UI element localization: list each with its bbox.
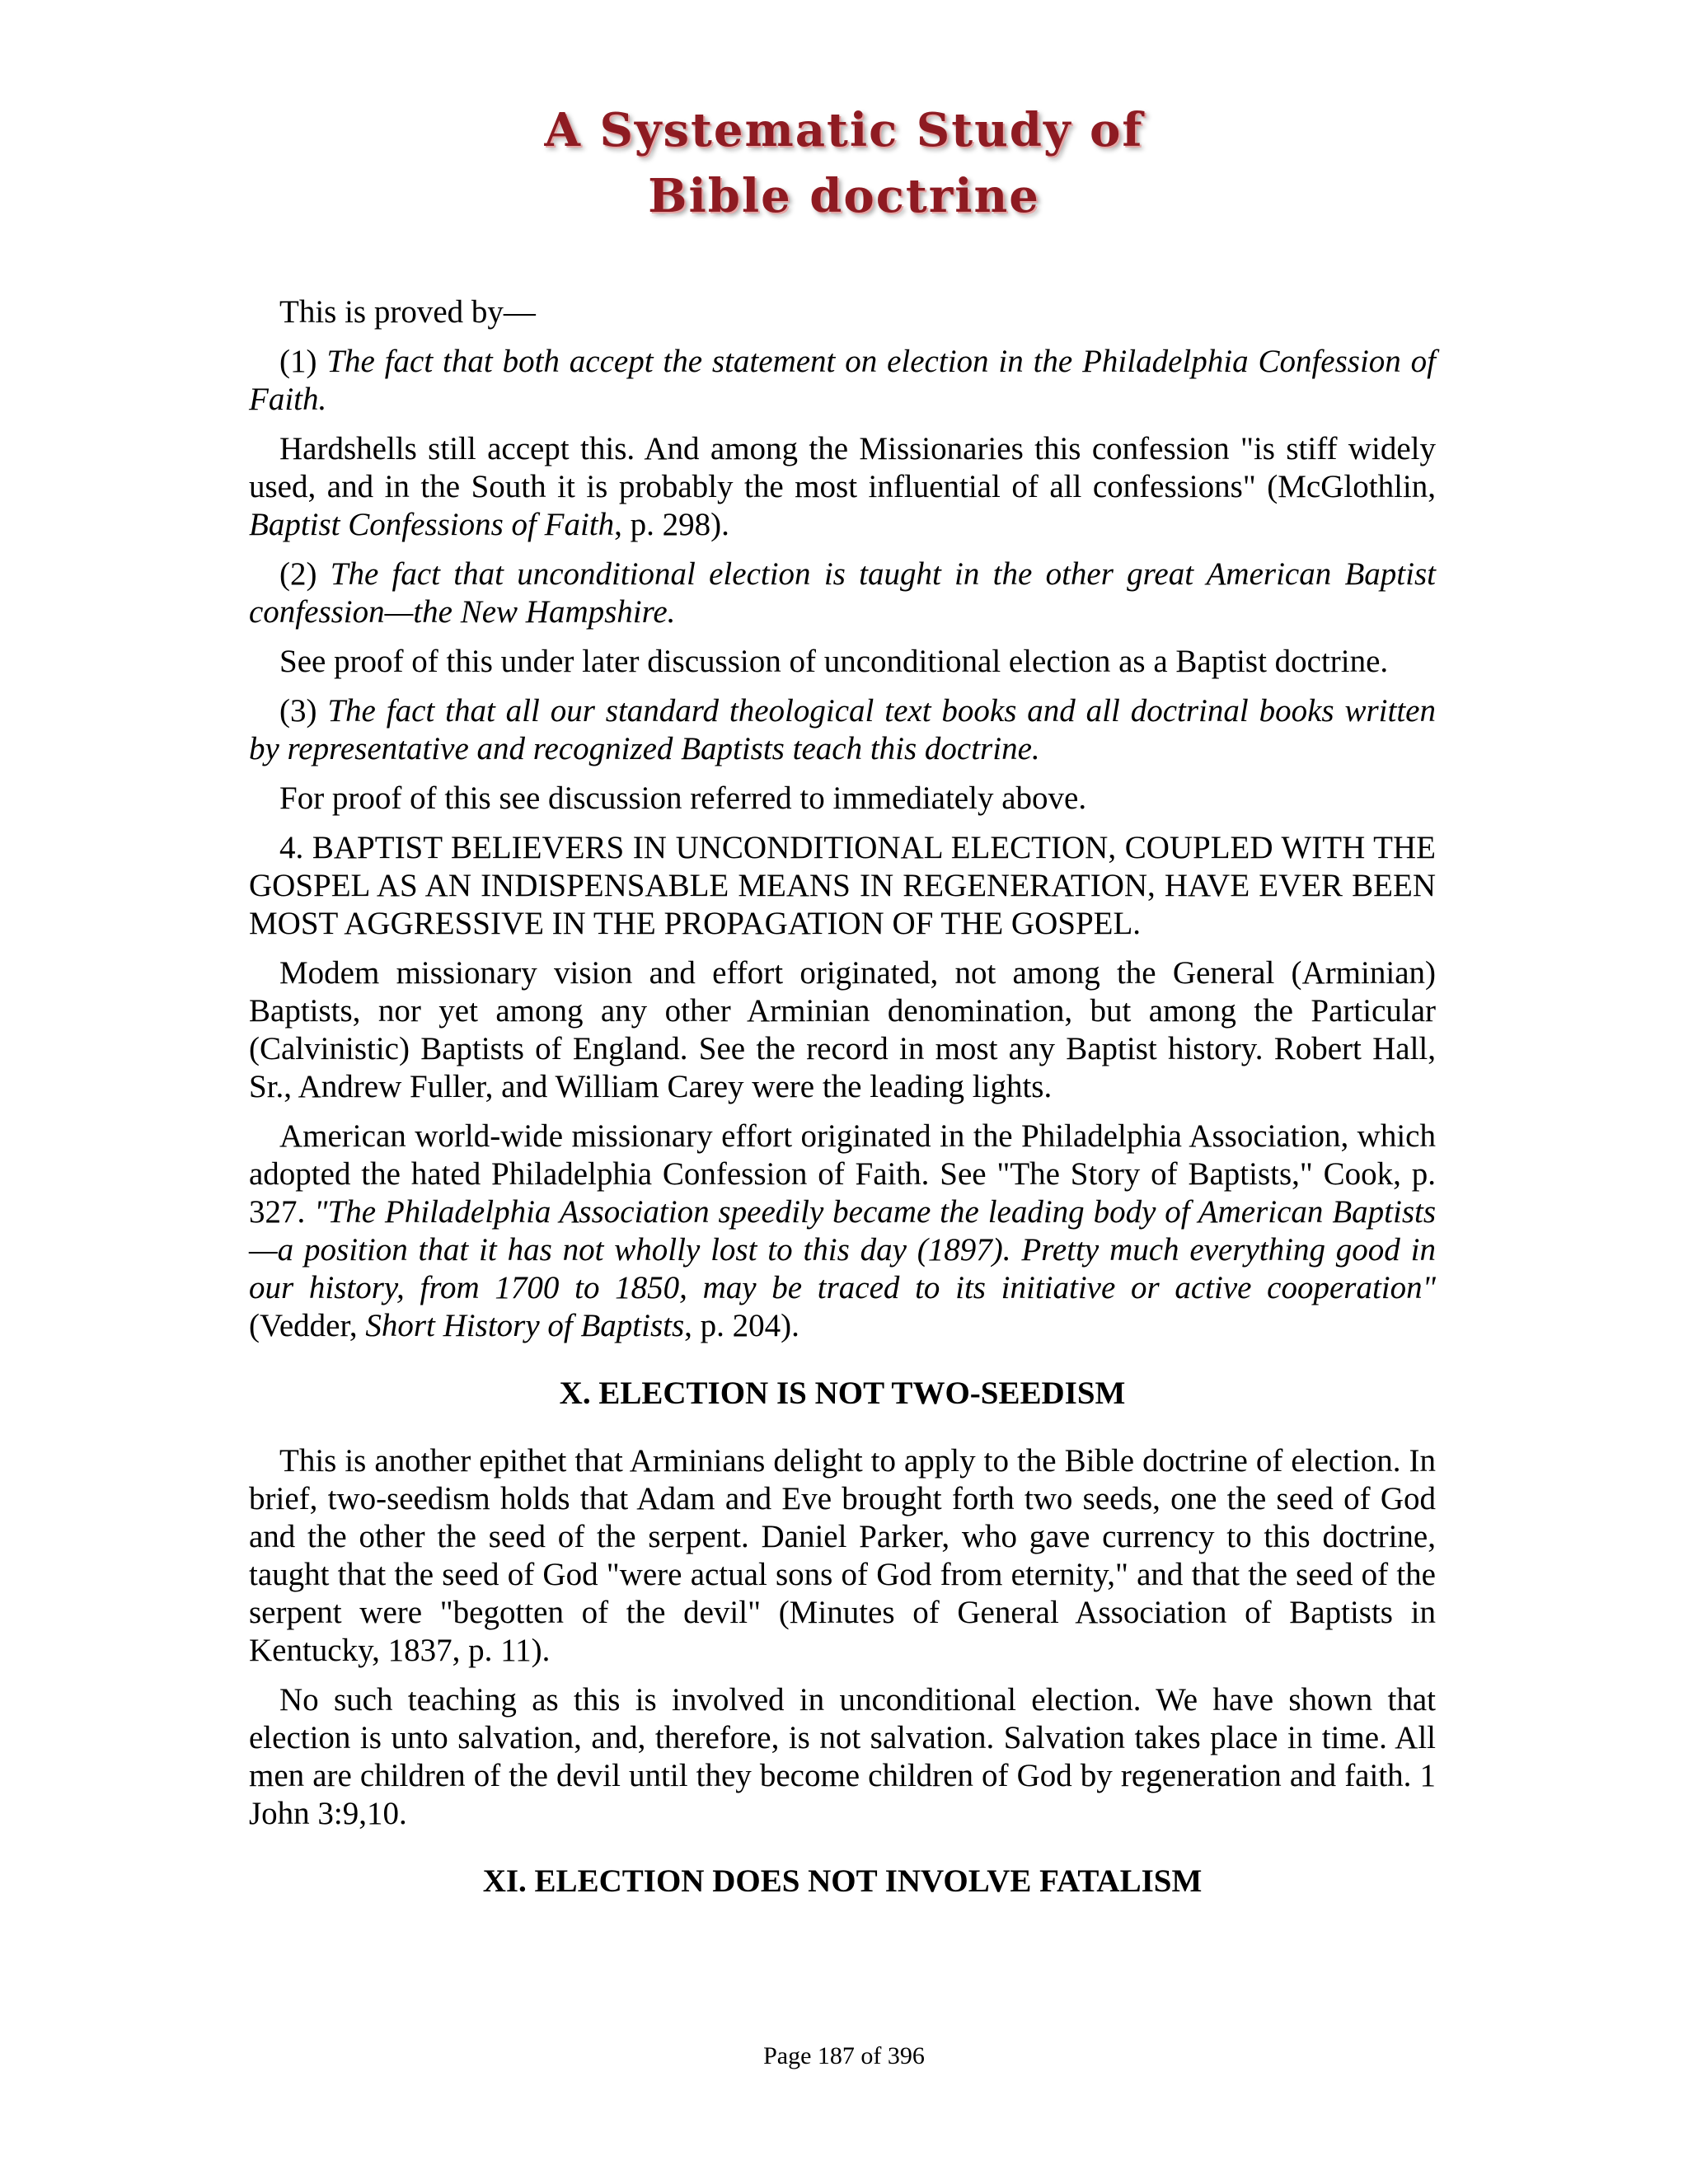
section-heading: XI. ELECTION DOES NOT INVOLVE FATALISM <box>482 1863 1203 1899</box>
paragraph: No such teaching as this is involved in unconditional election. We have shown that election is unto salvation, and, therefore, is not salvation. Salvation takes place in time. All men are children of the devil until they become children of God by regeneration and faith. 1 John 3:9,10. <box>249 1682 1436 1831</box>
paragraph: This is proved by— <box>279 294 536 330</box>
paragraph: (1) The fact that both accept the statement on election in the Philadelphia Confession of Faith. <box>249 344 1436 417</box>
logo-line-1: A Systematic Study of <box>544 103 1144 157</box>
paragraph: 4. BAPTIST BELIEVERS IN UNCONDITIONAL ELECTION, COUPLED WITH THE GOSPEL AS AN INDISPENSABLE MEANS IN REGENERATION, HAVE EVER BEEN MOST AGGRESSIVE IN THE PROPAGATION OF THE GOSPEL. <box>249 830 1436 941</box>
paragraph: Modem missionary vision and effort originated, not among the General (Arminian) Baptists, nor yet among any other Arminian denomination, but among the Particular (Calvinistic) Baptists of England. See the record in most any Baptist history. Robert Hall, Sr., Andrew Fuller, and William Carey were the leading lights. <box>249 955 1436 1104</box>
paragraph: See proof of this under later discussion of unconditional election as a Baptist doctrine. <box>279 644 1389 679</box>
paragraph: American world-wide missionary effort originated in the Philadelphia Association, which adopted the hated Philadelphia Confession of Faith. See "The Story of Baptists," Cook, p. 327. "The Philadelphia Association speedily became the leading body of American Baptists—a position that it has not wholly lost to this day (1897). Pretty much everything good in our history, from 1700 to 1850, may be traced to its initiative or active cooperation" (Vedder, Short History of Baptists, p. 204). <box>249 1118 1437 1343</box>
paragraph: For proof of this see discussion referred to immediately above. <box>279 780 1087 816</box>
paragraph: Hardshells still accept this. And among the Missionaries this confession "is stiff widely used, and in the South it is probably the most influential of all confessions" (McGlothlin, Baptist Confessions of Faith, p. 298). <box>249 431 1436 542</box>
logo-line-2: Bible doctrine <box>648 169 1040 223</box>
paragraph: (2) The fact that unconditional election is taught in the other great American Baptist confession—the New Hampshire. <box>249 556 1436 630</box>
page-number: Page 187 of 396 <box>763 2042 925 2069</box>
book-title-logo <box>0 97 1688 229</box>
page-body <box>249 293 1436 1930</box>
paragraph: This is another epithet that Arminians delight to apply to the Bible doctrine of election. In brief, two-seedism holds that Adam and Eve brought forth two seeds, one the seed of God and the other the seed of the serpent. Daniel Parker, who gave currency to this doctrine, taught that the seed of God "were actual sons of God from eternity," and that the seed of the serpent were "begotten of the devil" (Minutes of General Association of Baptists in Kentucky, 1837, p. 11). <box>249 1443 1436 1668</box>
section-heading: X. ELECTION IS NOT TWO-SEEDISM <box>559 1376 1126 1411</box>
paragraph: (3) The fact that all our standard theological text books and all doctrinal books written by representative and recognized Baptists teach this doctrine. <box>249 693 1436 766</box>
